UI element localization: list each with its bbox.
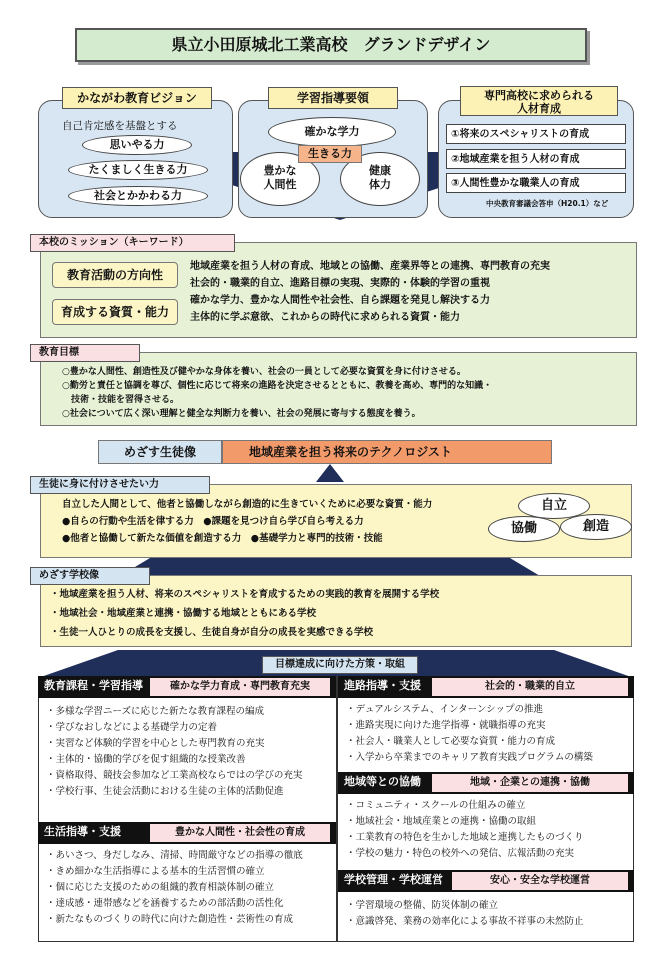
senmon-koukou-title: 専門高校に求められる 人材育成: [460, 86, 618, 116]
chikara-line: 自立した人間として、他者と協働しながら創造的に生きていくために必要な資質・能力: [62, 499, 433, 510]
list-item: ・ 新たなものづくりの時代に向けた創造性・芸術性の育成: [46, 912, 336, 928]
list-item: ・ あいさつ、身だしなみ、清掃、時間厳守などの指導の徹底: [46, 848, 336, 864]
list-item: ・ 個に応じた支援のための組織的教育相談体制の確立: [46, 880, 336, 896]
section-seikatsu-list: [46, 848, 336, 928]
chikara-line: ●他者と協働して新たな価値を創造する力 ●基礎学力と専門的技術・技能: [62, 533, 383, 544]
chikara-lines: [62, 496, 502, 547]
kanagawa-intro: 自己肯定感を基盤とする: [62, 120, 178, 132]
list-item: ・ コミュニティ・スクールの仕組みの確立: [346, 798, 632, 814]
mezasu-seitozou-value: 地域産業を担う将来のテクノロジスト: [222, 440, 552, 464]
mokuhyo-line: 技術・技能を習得させる。: [62, 395, 180, 405]
list-item: ・ 資格取得、競技会参加など工業高校ならではの学びの充実: [46, 768, 336, 784]
section-gakkoukanri-list: [346, 898, 632, 930]
mission-line: 地域産業を担う人材の育成、地域との協働、産業界等との連携、専門教育の充実: [190, 261, 550, 272]
list-item: ・ 工業教育の特色を生かした地域と連携したものづくり: [346, 830, 632, 846]
section-seikatsu-theme: 豊かな人間性・社会性の育成: [150, 824, 330, 842]
mission-lines: [190, 258, 630, 326]
list-item: ・ 多様な学習ニーズに応じた新たな教育課程の編成: [46, 704, 336, 720]
senmon-note: 中央教育審議会答申（H20.1）など: [486, 199, 609, 208]
page-title: 県立小田原城北工業高校 グランドデザイン: [75, 28, 587, 62]
mission-label-direction: 教育活動の方向性: [52, 262, 178, 288]
list-item: ・ 主体的・協働的学びを促す組織的な授業改善: [46, 752, 336, 768]
section-chiiki-theme: 地域・企業との連携・協働: [432, 774, 628, 792]
up-arrow-icon: [316, 464, 344, 482]
middle-trapezoid: [120, 558, 540, 576]
mokuhyo-lines: [62, 365, 632, 421]
mission-line: 確かな学力、豊かな人間性や社会性、自ら課題を発見し解決する力: [190, 295, 490, 306]
kanagawa-item-3: 社会とかかわる力: [68, 186, 208, 206]
hosaku-title: 目標達成に向けた方策・取組: [262, 656, 418, 674]
hosaku-divider: [336, 676, 338, 942]
chikara-tag: 生徒に身に付けさせたい力: [30, 476, 210, 494]
oval-jiritsu: 自立: [518, 493, 590, 519]
gakko-lines: [50, 585, 625, 642]
list-item: ・ 実習など体験的学習を中心とした専門教育の充実: [46, 736, 336, 752]
kanagawa-item-1: 思いやる力: [82, 135, 192, 155]
ikiru-chikara-label: 生きる力: [298, 145, 362, 163]
section-chiiki-list: [346, 798, 632, 862]
mission-label-ability: 育成する資質・能力: [52, 299, 178, 325]
list-item: ・ 地域社会・地域産業との連携・協働の取組: [346, 814, 632, 830]
chikara-line: ●自らの行動や生活を律する力 ●課題を見つけ自ら学び自ら考える力: [62, 516, 364, 527]
list-item: ・ 学校行事、生徒会活動における生徒の主体的活動促進: [46, 784, 336, 800]
gakko-tag: めざす学校像: [30, 567, 150, 585]
senmon-item-1: ①将来のスペシャリストの育成: [446, 124, 626, 144]
section-name: 生活指導・支援: [44, 825, 121, 838]
section-shinro-theme: 社会的・職業的自立: [432, 678, 628, 696]
section-name: 学校管理・学校運営: [344, 873, 443, 886]
mokuhyo-tag: 教育目標: [30, 344, 140, 362]
list-item: ・ 入学から卒業までのキャリア教育実践プログラムの構築: [346, 750, 632, 766]
mokuhyo-line: ○豊かな人間性、創造性及び健やかな身体を養い、社会の一員として必要な資質を身に付けさせる。: [62, 367, 466, 377]
mission-line: 社会的・職業的自立、進路目標の実現、実際的・体験的学習の重視: [190, 278, 490, 289]
list-item: ・ デュアルシステム、インターンシップの推進: [346, 702, 632, 718]
mezasu-seitozou-label: めざす生徒像: [98, 440, 222, 464]
mokuhyo-line: ○勤労と責任と協調を尊び、個性に応じて将来の進路を決定させるとともに、教養を高め、専門的な知識・: [62, 381, 493, 391]
shidou-left-oval: 豊かな 人間性: [240, 152, 320, 206]
senmon-item-3: ③人間性豊かな職業人の育成: [446, 173, 626, 193]
shidou-top-oval: 確かな学力: [268, 117, 396, 147]
gakko-line: ・生徒一人ひとりの成長を支援し、生徒自身が自分の成長を実感できる学校: [50, 627, 374, 638]
section-gakkoukanri-theme: 安心・安全な学校運営: [452, 872, 628, 890]
list-item: ・ 意識啓発、業務の効率化による事故不祥事の未然防止: [346, 914, 632, 930]
kanagawa-item-2: たくましく生きる力: [68, 160, 208, 180]
list-item: ・ 達成感・連帯感などを涵養するための部活動の活性化: [46, 896, 336, 912]
oval-souzou: 創造: [560, 514, 632, 540]
shidou-youryou-title: 学習指導要領: [268, 87, 398, 109]
section-kyouikukatei-theme: 確かな学力育成・専門教育充実: [150, 678, 330, 696]
senmon-item-2: ②地域産業を担う人材の育成: [446, 149, 626, 169]
list-item: ・ 社会人・職業人として必要な資質・能力の育成: [346, 734, 632, 750]
kanagawa-vision-title: かながわ教育ビジョン: [62, 87, 212, 109]
gakko-line: ・地域社会・地域産業と連携・協働する地域とともにある学校: [50, 608, 317, 619]
mission-line: 主体的に学ぶ意欲、これからの時代に求められる資質・能力: [190, 312, 460, 323]
section-kyouikukatei-list: [46, 704, 336, 800]
gakko-line: ・地域産業を担う人材、将来のスペシャリストを育成するための実践的教育を展開する学校: [50, 589, 440, 600]
list-item: ・ 学習環境の整備、防災体制の確立: [346, 898, 632, 914]
list-item: ・ きめ細かな生活指導による基本的生活習慣の確立: [46, 864, 336, 880]
section-name: 地域等との協働: [344, 775, 421, 788]
section-name: 進路指導・支援: [344, 679, 421, 692]
section-name: 教育課程・学習指導: [44, 679, 143, 692]
list-item: ・ 進路実現に向けた進学指導・就職指導の充実: [346, 718, 632, 734]
section-shinro-list: [346, 702, 632, 766]
oval-kyoudou: 協働: [488, 516, 560, 542]
shidou-right-oval: 健康 体力: [340, 152, 420, 206]
list-item: ・ 学校の魅力・特色の校外への発信、広報活動の充実: [346, 846, 632, 862]
mokuhyo-line: ○社会について広く深い理解と健全な判断力を養い、社会の発展に寄与する態度を養う。: [62, 409, 421, 419]
list-item: ・ 学びなおしなどによる基礎学力の定着: [46, 720, 336, 736]
mission-tag: 本校のミッション（キーワード）: [30, 234, 235, 252]
